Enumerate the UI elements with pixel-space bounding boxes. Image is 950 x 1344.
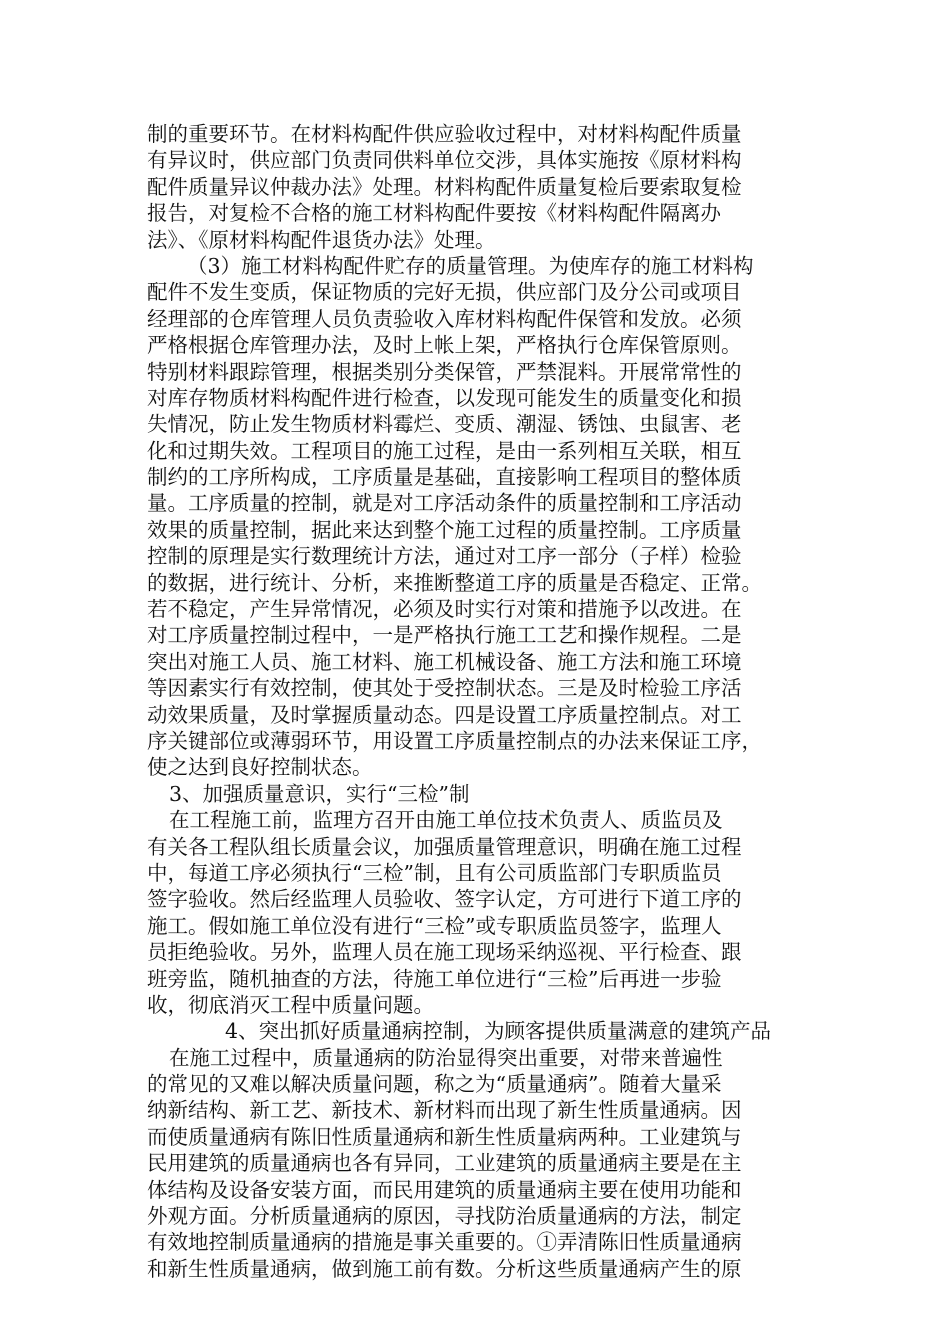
text-line: 化和过期失效。工程项目的施工过程，是由一系列相互关联，相互 bbox=[147, 438, 742, 463]
text-line: 体结构及设备安装方面，而民用建筑的质量通病主要在使用功能和 bbox=[147, 1177, 742, 1202]
text-line: 的数据，进行统计、分析，来推断整道工序的质量是否稳定、正常。 bbox=[147, 570, 762, 595]
text-line: 有关各工程队组长质量会议，加强质量管理意识，明确在施工过程 bbox=[147, 834, 742, 859]
text-line: 使之达到良好控制状态。 bbox=[147, 755, 373, 780]
text-line: 严格根据仓库管理办法，及时上帐上架，严格执行仓库保管原则。 bbox=[147, 333, 742, 358]
text-line: 配件不发生变质，保证物质的完好无损，供应部门及分公司或项目 bbox=[147, 280, 742, 305]
text-line: 控制的原理是实行数理统计方法，通过对工序一部分（子样）检验 bbox=[147, 544, 742, 569]
text-line: 报告，对复检不合格的施工材料构配件要按《材料构配件隔离办 bbox=[147, 201, 721, 226]
section-heading: 4、突出抓好质量通病控制，为顾客提供质量满意的建筑产品 bbox=[225, 1019, 772, 1044]
text-line: 纳新结构、新工艺、新技术、新材料而出现了新生性质量通病。因 bbox=[147, 1098, 742, 1123]
text-line: 施工。假如施工单位没有进行“三检”或专职质监员签字，监理人 bbox=[147, 913, 722, 938]
text-line: 民用建筑的质量通病也各有异同，工业建筑的质量通病主要是在主 bbox=[147, 1151, 742, 1176]
section-heading: 3、加强质量意识，实行“三检”制 bbox=[169, 781, 470, 806]
text-line: 效果的质量控制，据此来达到整个施工过程的质量控制。工序质量 bbox=[147, 517, 742, 542]
text-line: 收，彻底消灭工程中质量问题。 bbox=[147, 992, 434, 1017]
text-line: 特别材料跟踪管理，根据类别分类保管，严禁混料。开展常常性的 bbox=[147, 359, 742, 384]
text-line: 若不稳定，产生异常情况，必须及时实行对策和措施予以改进。在 bbox=[147, 597, 742, 622]
paragraph-start-line: 在工程施工前，监理方召开由施工单位技术负责人、质监员及 bbox=[169, 808, 723, 833]
text-line: 量。工序质量的控制，就是对工序活动条件的质量控制和工序活动 bbox=[147, 491, 742, 516]
text-line: 有效地控制质量通病的措施是事关重要的。①弄清陈旧性质量通病 bbox=[147, 1230, 742, 1255]
text-line: 对工序质量控制过程中，一是严格执行施工工艺和操作规程。二是 bbox=[147, 623, 742, 648]
text-line: 有异议时，供应部门负责同供料单位交涉，具体实施按《原材料构 bbox=[147, 148, 742, 173]
text-line: 突出对施工人员、施工材料、施工机械设备、施工方法和施工环境 bbox=[147, 649, 742, 674]
text-line: 而使质量通病有陈旧性质量通病和新生性质量病两种。工业建筑与 bbox=[147, 1124, 742, 1149]
text-line: 等因素实行有效控制，使其处于受控制状态。三是及时检验工序活 bbox=[147, 676, 742, 701]
text-line: 班旁监，随机抽查的方法，待施工单位进行“三检”后再进一步验 bbox=[147, 966, 722, 991]
text-line: 法》、《原材料构配件退货办法》处理。 bbox=[147, 227, 496, 252]
text-line: 签字验收。然后经监理人员验收、签字认定，方可进行下道工序的 bbox=[147, 887, 742, 912]
text-line: 中，每道工序必须执行“三检”制，且有公司质监部门专职质监员 bbox=[147, 860, 722, 885]
paragraph-start-line: 在施工过程中，质量通病的防治显得突出重要，对带来普遍性 bbox=[169, 1045, 723, 1070]
text-line: 经理部的仓库管理人员负责验收入库材料构配件保管和发放。必须 bbox=[147, 306, 742, 331]
text-line: 制约的工序所构成，工序质量是基础，直接影响工程项目的整体质 bbox=[147, 465, 742, 490]
text-line: 的常见的又难以解决质量问题，称之为“质量通病”。随着大量采 bbox=[147, 1072, 722, 1097]
text-line: 配件质量异议仲裁办法》处理。材料构配件质量复检后要索取复检 bbox=[147, 174, 742, 199]
document-body bbox=[147, 121, 807, 1282]
text-line: 制的重要环节。在材料构配件供应验收过程中，对材料构配件质量 bbox=[147, 122, 742, 146]
text-line: 和新生性质量通病，做到施工前有数。分析这些质量通病产生的原 bbox=[147, 1256, 742, 1281]
text-line: 外观方面。分析质量通病的原因，寻找防治质量通病的方法，制定 bbox=[147, 1204, 742, 1229]
text-line: 失情况，防止发生物质材料霉烂、变质、潮湿、锈蚀、虫鼠害、老 bbox=[147, 412, 742, 437]
text-line: 对库存物质材料构配件进行检查，以发现可能发生的质量变化和损 bbox=[147, 385, 742, 410]
paragraph-start-line: （3）施工材料构配件贮存的质量管理。为使库存的施工材料构 bbox=[187, 253, 754, 278]
text-line: 员拒绝验收。另外，监理人员在施工现场采纳巡视、平行检查、跟 bbox=[147, 940, 742, 965]
text-line: 序关键部位或薄弱环节，用设置工序质量控制点的办法来保证工序， bbox=[147, 728, 762, 753]
text-line: 动效果质量，及时掌握质量动态。四是设置工序质量控制点。对工 bbox=[147, 702, 742, 727]
